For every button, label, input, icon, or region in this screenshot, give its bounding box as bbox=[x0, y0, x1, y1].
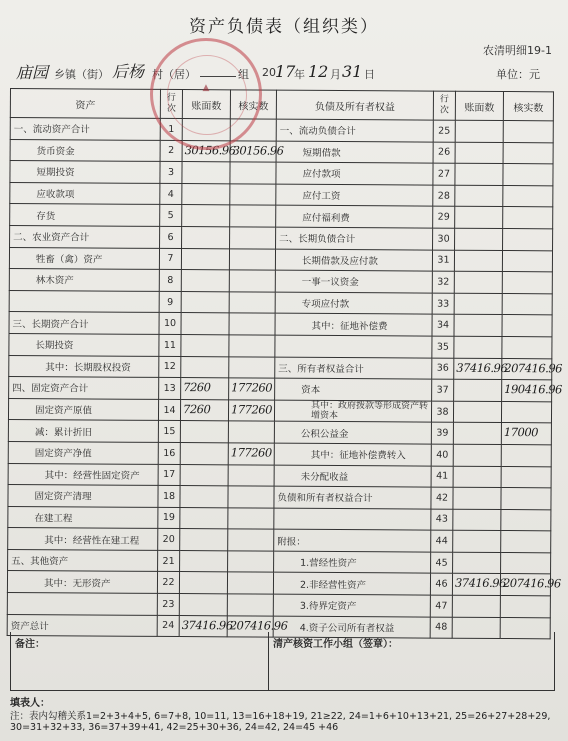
verified-value-header: 核实数 bbox=[230, 90, 276, 119]
liability-verified-value bbox=[500, 596, 550, 618]
asset-verified-value bbox=[229, 313, 275, 335]
liability-item-label: 其中：征地补偿费转入 bbox=[274, 443, 431, 466]
asset-verified-value bbox=[228, 486, 274, 508]
asset-line-number: 12 bbox=[159, 356, 181, 378]
asset-verified-value-handwritten: 177260 bbox=[230, 445, 272, 460]
book-value-header-right: 账面数 bbox=[455, 91, 503, 120]
liabilities-header: 负债及所有者权益 bbox=[276, 90, 433, 120]
liability-line-number: 41 bbox=[431, 466, 453, 488]
asset-line-number: 9 bbox=[159, 291, 181, 313]
asset-item-label: 其中：经营性在建工程 bbox=[8, 528, 158, 551]
liability-book-value bbox=[453, 509, 501, 531]
asset-book-value bbox=[181, 378, 229, 400]
asset-verified-value bbox=[229, 335, 275, 357]
liability-book-value bbox=[454, 336, 502, 358]
liability-line-number: 34 bbox=[432, 314, 454, 336]
liability-line-number: 43 bbox=[431, 509, 453, 531]
team-signature-label: 清产核资工作小组（签章）： bbox=[273, 639, 398, 650]
liability-verified-value bbox=[502, 315, 552, 337]
asset-book-value bbox=[182, 227, 230, 249]
liability-verified-value bbox=[501, 509, 551, 531]
asset-line-number: 5 bbox=[160, 205, 182, 227]
asset-verified-value bbox=[228, 464, 274, 486]
liability-item-label: 二、长期负债合计 bbox=[276, 227, 433, 250]
liability-book-value bbox=[453, 401, 501, 423]
liability-item-label: 资本 bbox=[275, 378, 432, 401]
township-handwritten: 庙园 bbox=[16, 63, 49, 82]
liability-item-label: 三、所有者权益合计 bbox=[275, 357, 432, 380]
village-label: 村（居） bbox=[152, 68, 196, 81]
line-header-right: 行次 bbox=[433, 91, 455, 120]
liability-line-number: 36 bbox=[432, 358, 454, 380]
liability-book-value bbox=[455, 142, 503, 164]
liability-item-label: 应付工资 bbox=[276, 184, 433, 207]
asset-line-number: 2 bbox=[160, 140, 182, 162]
asset-line-number: 4 bbox=[160, 183, 182, 205]
asset-line-number: 14 bbox=[158, 399, 180, 421]
check-relation-note-2: 30=31+32+33, 36=37+39+41, 42=25+30+36, 24=42, 24=45 +46 bbox=[10, 722, 339, 733]
asset-book-value bbox=[180, 442, 228, 464]
asset-item-label: 固定资产净值 bbox=[8, 441, 158, 464]
liability-line-number: 45 bbox=[431, 552, 453, 574]
liability-verified-value bbox=[503, 164, 553, 186]
asset-line-number: 23 bbox=[157, 593, 179, 615]
year-prefix: 20 bbox=[262, 66, 276, 79]
asset-line-number: 10 bbox=[159, 313, 181, 335]
liability-line-number: 26 bbox=[433, 142, 455, 164]
asset-book-value bbox=[180, 507, 228, 529]
asset-line-number: 16 bbox=[158, 442, 180, 464]
day-label: 日 bbox=[364, 68, 375, 81]
liability-book-value bbox=[454, 358, 508, 380]
liability-item-label: 长期借款及应付款 bbox=[275, 249, 432, 272]
asset-verified-value-handwritten: 30156.96 bbox=[232, 142, 284, 158]
liability-book-value bbox=[455, 228, 503, 250]
asset-line-number: 19 bbox=[158, 507, 180, 529]
liability-verified-value-handwritten: 190416.96 bbox=[504, 382, 562, 397]
liability-verified-value bbox=[502, 358, 563, 380]
liability-book-value bbox=[453, 530, 501, 552]
asset-line-number: 20 bbox=[158, 529, 180, 551]
liability-verified-value bbox=[501, 444, 551, 466]
liability-book-value bbox=[453, 423, 501, 445]
liability-book-value bbox=[453, 487, 501, 509]
asset-item-label: 货币资金 bbox=[10, 139, 160, 162]
liability-verified-value bbox=[502, 336, 552, 358]
asset-book-value bbox=[179, 572, 227, 594]
liability-verified-value bbox=[502, 272, 552, 294]
liability-book-value bbox=[452, 595, 500, 617]
month-handwritten: 12 bbox=[308, 62, 329, 81]
filler-label: 填表人： bbox=[10, 698, 50, 709]
asset-verified-value bbox=[229, 270, 275, 292]
liability-line-number: 35 bbox=[432, 336, 454, 358]
page-title: 资产负债表（组织类） bbox=[189, 17, 379, 37]
liability-item-label bbox=[274, 508, 431, 531]
asset-book-value bbox=[180, 421, 228, 443]
asset-line-number: 7 bbox=[159, 248, 181, 270]
asset-book-value bbox=[182, 205, 230, 227]
liability-verified-value bbox=[501, 552, 551, 574]
asset-verified-value bbox=[229, 248, 275, 270]
asset-verified-value bbox=[228, 443, 274, 465]
liability-verified-value-handwritten: 207416.96 bbox=[504, 360, 563, 375]
liability-book-value-handwritten: 37416.96 bbox=[456, 360, 508, 375]
liability-line-number: 38 bbox=[431, 401, 453, 423]
liability-verified-value bbox=[502, 293, 552, 315]
asset-line-number: 21 bbox=[158, 550, 180, 572]
asset-item-label: 牲畜（禽）资产 bbox=[9, 247, 159, 270]
asset-book-value-handwritten: 7260 bbox=[183, 380, 211, 395]
asset-verified-value-handwritten: 177260 bbox=[231, 380, 273, 395]
unit-label: 单位：元 bbox=[496, 68, 540, 81]
group-label: 组 bbox=[238, 68, 249, 81]
liability-item-label: 其中：征地补偿费 bbox=[275, 313, 432, 336]
liability-item-label: 1.营经性资产 bbox=[274, 551, 431, 574]
asset-verified-value bbox=[228, 508, 274, 530]
liability-verified-value bbox=[503, 228, 553, 250]
liability-line-number: 29 bbox=[433, 206, 455, 228]
asset-item-label: 其中：长期股权投资 bbox=[9, 355, 159, 378]
liability-verified-value bbox=[502, 380, 562, 402]
liability-verified-value-handwritten: 207416.96 bbox=[502, 576, 561, 591]
asset-book-value-handwritten: 7260 bbox=[183, 401, 211, 416]
asset-verified-value bbox=[229, 378, 275, 400]
liability-book-value bbox=[455, 163, 503, 185]
asset-item-label: 固定资产原值 bbox=[8, 398, 158, 421]
asset-book-value bbox=[181, 313, 229, 335]
asset-item-label: 二、农业资产合计 bbox=[10, 225, 160, 248]
asset-book-value-handwritten: 30156.96 bbox=[184, 142, 236, 157]
liability-item-label: 负债和所有者权益合计 bbox=[274, 486, 431, 509]
verified-value-header-right: 核实数 bbox=[503, 92, 553, 121]
liability-verified-value bbox=[500, 574, 561, 596]
asset-line-number: 11 bbox=[159, 334, 181, 356]
liability-line-number: 32 bbox=[432, 271, 454, 293]
asset-item-label: 其中：无形资产 bbox=[7, 571, 157, 594]
asset-book-value-handwritten: 37416.96 bbox=[181, 617, 233, 633]
asset-verified-value bbox=[227, 594, 273, 616]
asset-item-label bbox=[7, 593, 157, 616]
liability-line-number: 37 bbox=[432, 379, 454, 401]
asset-book-value bbox=[179, 594, 227, 616]
asset-item-label: 四、固定资产合计 bbox=[9, 377, 159, 400]
asset-item-label: 固定资产清理 bbox=[8, 485, 158, 508]
liability-book-value-handwritten: 37416.96 bbox=[454, 576, 506, 591]
liability-book-value bbox=[453, 466, 501, 488]
check-relation-note-1: 注：表内勾稽关系1=2+3+4+5, 6=7+8, 10=11, 13=16+18+19, 21≥22, 24=1+6+10+13+21, 25=26+27+28+29, bbox=[10, 711, 551, 722]
liability-item-label: 公积公益金 bbox=[274, 421, 431, 444]
asset-verified-value bbox=[230, 140, 284, 162]
asset-verified-value bbox=[229, 292, 275, 314]
liability-item-label: 一、流动负债合计 bbox=[276, 119, 433, 142]
liability-book-value bbox=[454, 379, 502, 401]
remarks-box bbox=[10, 632, 555, 691]
liability-item-label: 一事一议资金 bbox=[275, 270, 432, 293]
liability-line-number: 42 bbox=[431, 487, 453, 509]
balance-sheet-table bbox=[7, 88, 563, 640]
liability-item-label: 未分配收益 bbox=[274, 465, 431, 488]
liability-verified-value bbox=[501, 423, 551, 445]
liability-item-label: 4.资子公司所有者权益 bbox=[273, 616, 430, 639]
asset-book-value bbox=[181, 356, 229, 378]
liability-book-value bbox=[455, 207, 503, 229]
asset-line-number: 1 bbox=[160, 118, 182, 140]
liability-book-value bbox=[455, 120, 503, 142]
year-label: 年 bbox=[294, 68, 305, 81]
liability-item-label: 应付款项 bbox=[276, 162, 433, 185]
asset-item-label: 减：累计折旧 bbox=[8, 420, 158, 443]
asset-item-label: 存货 bbox=[10, 204, 160, 227]
liability-book-value bbox=[454, 250, 502, 272]
asset-book-value bbox=[180, 529, 228, 551]
asset-verified-value bbox=[230, 184, 276, 206]
day-handwritten: 31 bbox=[342, 62, 363, 81]
asset-verified-value bbox=[230, 205, 276, 227]
liability-line-number: 30 bbox=[433, 228, 455, 250]
asset-line-number: 17 bbox=[158, 464, 180, 486]
asset-book-value bbox=[182, 183, 230, 205]
liability-verified-value bbox=[501, 488, 551, 510]
asset-book-value bbox=[180, 464, 228, 486]
liability-verified-value bbox=[503, 121, 553, 143]
asset-verified-value bbox=[227, 572, 273, 594]
asset-verified-value bbox=[230, 227, 276, 249]
form-code: 农清明细19-1 bbox=[483, 44, 552, 57]
liability-verified-value bbox=[501, 466, 551, 488]
asset-item-label bbox=[9, 290, 159, 313]
liability-item-label: 附报： bbox=[274, 529, 431, 552]
liability-book-value bbox=[452, 574, 506, 596]
asset-item-label: 应收款项 bbox=[10, 182, 160, 205]
liability-item-label: 专项应付款 bbox=[275, 292, 432, 315]
liability-book-value bbox=[454, 293, 502, 315]
liability-book-value bbox=[454, 315, 502, 337]
asset-book-value bbox=[182, 162, 230, 184]
liability-line-number: 25 bbox=[433, 120, 455, 142]
asset-item-label: 其中：经营性固定资产 bbox=[8, 463, 158, 486]
asset-book-value bbox=[180, 399, 228, 421]
liability-line-number: 48 bbox=[430, 617, 452, 639]
asset-item-label: 在建工程 bbox=[8, 506, 158, 529]
month-label: 月 bbox=[330, 68, 341, 81]
asset-book-value bbox=[181, 334, 229, 356]
liability-line-number: 39 bbox=[431, 422, 453, 444]
liability-line-number: 27 bbox=[433, 163, 455, 185]
asset-verified-value-handwritten: 207416.96 bbox=[229, 618, 288, 633]
liability-line-number: 31 bbox=[432, 250, 454, 272]
liability-book-value bbox=[454, 271, 502, 293]
asset-book-value bbox=[180, 550, 228, 572]
liability-line-number: 44 bbox=[431, 530, 453, 552]
asset-line-number: 3 bbox=[160, 162, 182, 184]
liability-verified-value bbox=[503, 142, 553, 164]
liability-verified-value bbox=[502, 250, 552, 272]
asset-book-value bbox=[181, 248, 229, 270]
asset-verified-value bbox=[228, 529, 274, 551]
asset-item-label: 短期投资 bbox=[10, 161, 160, 184]
asset-verified-value bbox=[228, 421, 274, 443]
asset-book-value bbox=[180, 486, 228, 508]
asset-verified-value bbox=[228, 400, 274, 422]
liability-item-label bbox=[275, 335, 432, 358]
asset-item-label: 资产总计 bbox=[7, 614, 157, 637]
asset-item-label: 一、流动资产合计 bbox=[10, 118, 160, 141]
asset-line-number: 18 bbox=[158, 486, 180, 508]
liability-book-value bbox=[453, 552, 501, 574]
asset-verified-value bbox=[228, 551, 274, 573]
asset-book-value bbox=[181, 291, 229, 313]
liability-verified-value bbox=[503, 207, 553, 229]
liability-verified-value bbox=[501, 531, 551, 553]
asset-item-label: 林木资产 bbox=[9, 269, 159, 292]
liability-line-number: 28 bbox=[433, 185, 455, 207]
liability-book-value bbox=[455, 185, 503, 207]
asset-line-number: 13 bbox=[159, 378, 181, 400]
asset-verified-value bbox=[229, 356, 275, 378]
township-label: 乡镇（街） bbox=[54, 68, 109, 81]
remarks-label: 备注： bbox=[15, 639, 45, 650]
liability-book-value bbox=[453, 444, 501, 466]
liability-line-number: 47 bbox=[430, 595, 452, 617]
year-handwritten: 17 bbox=[275, 62, 296, 81]
asset-line-number: 24 bbox=[157, 615, 179, 637]
liability-item-label: 3.待界定资产 bbox=[273, 594, 430, 617]
liability-item-label: 其中：政府拨款等形成资产转增资本 bbox=[274, 400, 431, 423]
asset-verified-value-handwritten: 177260 bbox=[231, 402, 272, 417]
table-header-row bbox=[10, 89, 553, 121]
asset-line-number: 22 bbox=[157, 572, 179, 594]
liability-verified-value bbox=[501, 401, 551, 423]
book-value-header: 账面数 bbox=[182, 90, 230, 119]
official-seal: ▲ bbox=[150, 38, 262, 150]
asset-line-number: 8 bbox=[159, 270, 181, 292]
liability-item-label: 2.非经营性资产 bbox=[273, 573, 430, 596]
liability-line-number: 40 bbox=[431, 444, 453, 466]
liability-item-label: 应付福利费 bbox=[276, 206, 433, 229]
line-header: 行次 bbox=[160, 89, 182, 118]
asset-item-label: 长期投资 bbox=[9, 333, 159, 356]
asset-item-label: 五、其他资产 bbox=[8, 549, 158, 572]
asset-verified-value bbox=[230, 162, 276, 184]
asset-line-number: 6 bbox=[160, 226, 182, 248]
assets-header: 资产 bbox=[10, 89, 160, 119]
liability-verified-value-handwritten: 17000 bbox=[503, 425, 539, 440]
liability-line-number: 33 bbox=[432, 293, 454, 315]
liability-line-number: 46 bbox=[430, 574, 452, 596]
liability-verified-value bbox=[503, 185, 553, 207]
asset-item-label: 三、长期资产合计 bbox=[9, 312, 159, 335]
liability-item-label: 短期借款 bbox=[276, 141, 433, 164]
village-handwritten: 后杨 bbox=[112, 62, 145, 81]
header-info-line bbox=[12, 62, 552, 84]
asset-book-value bbox=[181, 270, 229, 292]
asset-line-number: 15 bbox=[158, 421, 180, 443]
